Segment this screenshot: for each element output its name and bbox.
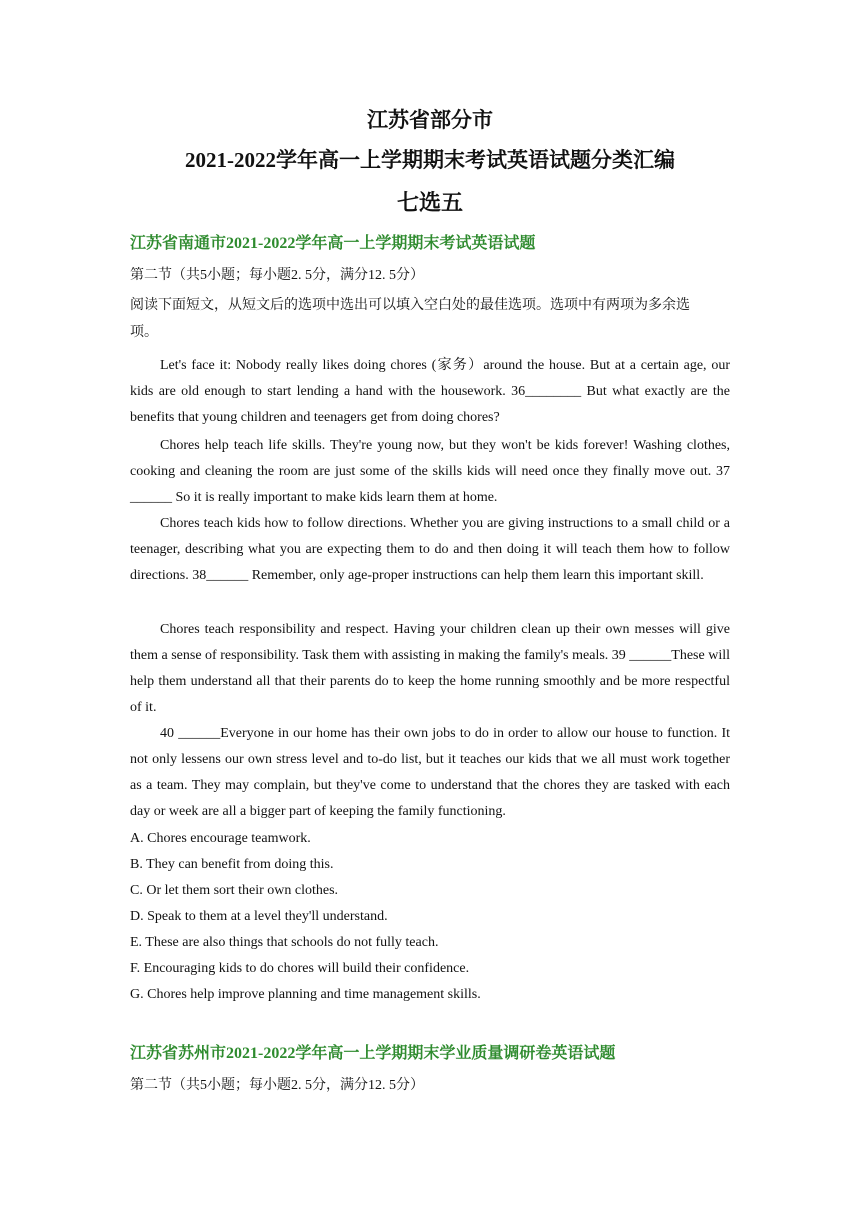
option-a: A. Chores encourage teamwork.: [130, 831, 311, 846]
option-c: C. Or let them sort their own clothes.: [130, 883, 339, 898]
option-f: F. Encouraging kids to do chores will build their confidence.: [130, 961, 470, 976]
scoring-note: 第二节（共5小题；每小题2. 5分，满分12. 5分）: [130, 268, 424, 283]
passage-paragraph: Chores teach responsibility and respect. Having your children clean up their own messes will give them a sense of responsibility. Task them with assisting in making the family's meals. 39 ______These will help them understand all that their parents do to keep the home running smoothly and be more respectful of it.: [130, 622, 730, 715]
section-heading-suzhou: 江苏省苏州市2021-2022学年高一上学期期末学业质量调研卷英语试题: [130, 1045, 616, 1062]
option-d: D. Speak to them at a level they'll understand.: [130, 909, 388, 924]
title-exam: 2021-2022学年高一上学期期末考试英语试题分类汇编: [185, 148, 675, 172]
scoring-note: 第二节（共5小题；每小题2. 5分，满分12. 5分）: [130, 1078, 424, 1093]
option-b: B. They can benefit from doing this.: [130, 857, 334, 872]
passage-paragraph: Let's face it: Nobody really likes doing chores (家务）around the house. But at a certain age, our kids are old enough to start lending a hand with the housework. 36________ But what exactly are the benefits that young children and teenagers get from doing chores?: [130, 358, 730, 425]
instruction-line: 阅读下面短文，从短文后的选项中选出可以填入空白处的最佳选项。选项中有两项为多余选: [130, 298, 690, 313]
title-section-type: 七选五: [396, 190, 463, 215]
passage-paragraph: 40 ______Everyone in our home has their own jobs to do in order to allow our house to function. It not only lessens our own stress level and to-do list, but it teaches our kids that we all must work together as a team. They may complain, but they've come to understand that the chores they are tasked with each day or week are all a bigger part of keeping the family functioning.: [130, 726, 730, 819]
title-region: 江苏省部分市: [367, 108, 493, 132]
option-g: G. Chores help improve planning and time management skills.: [130, 987, 481, 1002]
instruction-line: 项。: [130, 325, 158, 340]
passage-paragraph: Chores teach kids how to follow directions. Whether you are giving instructions to a small child or a teenager, describing what you are expecting them to do and then doing it will teach them how to follow directions. 38______ Remember, only age-proper instructions can help them learn this important skill.: [130, 516, 730, 583]
option-e: E. These are also things that schools do not fully teach.: [130, 935, 439, 950]
passage-paragraph: Chores help teach life skills. They're young now, but they won't be kids forever! Washing clothes, cooking and cleaning the room are just some of the skills kids will need once they finally move out. 37 ______ So it is really important to make kids learn them at home.: [130, 438, 730, 505]
section-heading-nantong: 江苏省南通市2021-2022学年高一上学期期末考试英语试题: [130, 235, 536, 252]
